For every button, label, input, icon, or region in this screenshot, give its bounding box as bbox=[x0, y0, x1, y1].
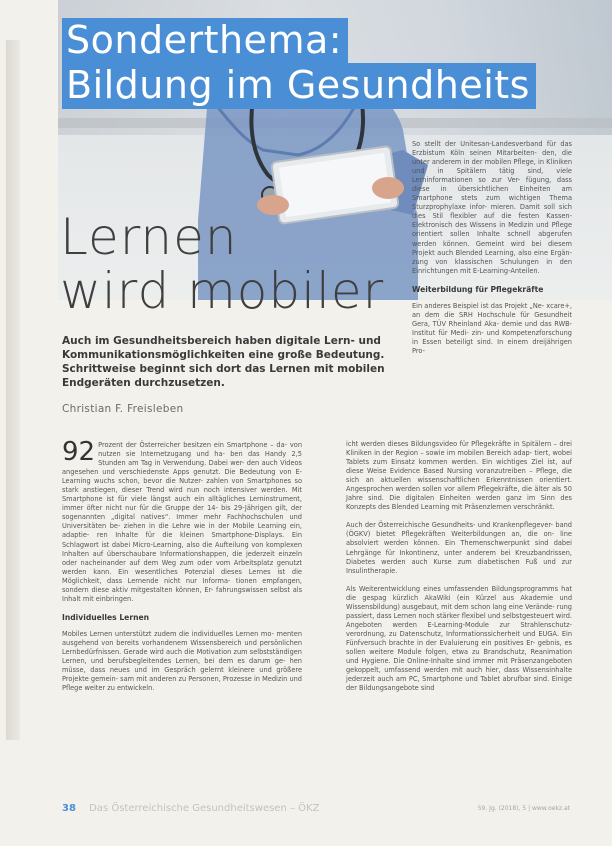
paragraph: Mobiles Lernen unterstützt zudem die individuelles Lernen mo- menten ausgehend von bereits vorhandenem Wissensbereich und persönlichen Lernbedürfnissen. Gerade wird auch die Motivation zum selbstständigen Lernen, und berufsbegleitendes Lernen, bei dem es darum ge- hen müsse, dass neues und im Gespräch gelernt kleinere und größere Projekte gemein- sam mit anderen zu Personen, Prozesse in Medizin und Pflege weiter zu entwickeln. bbox=[62, 629, 302, 693]
drop-cap: 92 bbox=[62, 437, 96, 467]
text-column-left bbox=[62, 437, 302, 702]
section-title-line-1: Sonderthema: bbox=[62, 18, 348, 64]
text-column-right-top bbox=[412, 140, 572, 365]
subheading: Weiterbildung für Pflegekräfte bbox=[412, 284, 544, 294]
subheading: Individuelles Lernen bbox=[62, 612, 150, 622]
footer-publication: Das Österreichische Gesundheitswesen – ÖKZ bbox=[89, 803, 320, 814]
page-number: 38 bbox=[62, 803, 76, 814]
headline-line-2: wird mobiler bbox=[60, 262, 385, 320]
text-column-right bbox=[346, 440, 572, 702]
page-footer bbox=[62, 803, 582, 817]
paragraph: Auch der Österreichische Gesundheits- und Krankenpflegever- band (ÖGKV) bietet Pflegekräften Weiterbildungen an, die on- line absolviert werden können. Ein Themenschwerpunkt sind dabei Lehrgänge für Inkontinenz, unter anderem bei Kreuzbandrissen, Diabetes werden auch Kurse zum diabetischen Fuß und zur Insulintherapie. bbox=[346, 521, 572, 575]
paragraph bbox=[62, 437, 302, 604]
article-author: Christian F. Freisleben bbox=[62, 403, 184, 415]
paragraph: Als Weiterentwicklung eines umfassenden Bildungsprogramms hat die gespag kürzlich AkaWiki (ein Kürzel aus Akademie und Wissensbildung) ausgebaut, mit dem schon lang eine Verände- rung passiert, dass Lernen noch stärker flexibel und selbstgesteuert wird. Angeboten werden E-Learning-Module zur Strahlenschutz- verordnung, zu Datenschutz, Informationssicherheit und EUGA. Ein Fünfversuch brachte in der Evaluierung ein positives Er- gebnis, es sollen weitere Module folgen, etwa zu Brandschutz, Reanimation und Hygiene. Die Online-Inhalte sind immer mit Präsenzangeboten gekoppelt, umfassend werden mit auch hier, dass Wissensinhalte jederzeit auch am PC, Smartphone und Tablet abrufbar sind. Einige der Bildungsangebote sind bbox=[346, 584, 572, 693]
paragraph: Ein anderes Beispiel ist das Projekt „Ne- xcare+, an dem die SRH Hochschule für Gesundheit Gera, TÜV Rheinland Aka- demie und das RWB-Institut für Medi- zin- und Kompetenzforschung in Essen beteiligt sind. In einem dreijährigen Pro- bbox=[412, 301, 572, 355]
headline-line-1: Lernen bbox=[60, 208, 238, 266]
page-gutter-shadow bbox=[6, 40, 20, 740]
article-lead: Auch im Gesundheitsbereich haben digitale Lern- und Kommunikationsmöglichkeiten eine große Bedeutung. Schrittweise beginnt sich dort das Lernen mit mobilen Endgeräten durchzusetzen. bbox=[62, 335, 385, 389]
article-headline bbox=[60, 210, 384, 318]
paragraph: So stellt der Unitesan-Landesverband für das Erzbistum Köln seinen Mitarbeiten- den, die unter anderem in der mobilen Pflege, in Kliniken und in Spitälern tätig sind, viele Lerninformationen so zur Ver- fügung, dass diese in übersichtlichen Einheiten am Smartphone stets zum wichtigen Thema Sturzprophylaxe infor- mieren. Damit soll sich dies Stil flexibler auf die festen Kassen-Elektronisch des Wissens in Medizin und Pflege orientiert sollen Inhalte schnell abgerufen werden können. Gemeint wird bei diesem Projekt auch Blended Learning, also eine Ergän- zung von klassischen Schulungen in den Einrichtungen mit E-Learning-Anteilen. bbox=[412, 140, 572, 275]
footer-issue: 59. Jg. (2018), 5 | www.oekz.at bbox=[477, 805, 570, 812]
paragraph-text: Prozent der Österreicher besitzen ein Smartphone – da- von nutzen sie Internetzugang und ha- ben das Handy 2,5 Stunden am Tag in Verwendung. Dabei wer- den auch Videos angesehen und verschiedenste Apps genutzt. Die Bedeutung von E-Learning wuchs schon, bevor die Nutzer- zahlen von Smartphones so stark anstiegen, dieser Trend wird nun noch intensiver werden. Mit Smartphone ist für viele längst auch ein alltägliches Lerninstrument, immer öfter nicht nur für die Gruppe der 14- bis 29-Jährigen gilt, der sogenannten „digital natives“. Immer mehr Fachhochschulen und Universitäten be- ziehen in die Lehre wie in der Mobile Learning ein, adaptie- ren Inhalte für die kleinen Smartphone-Displays. Ein Schlagwort ist dabei Micro-Learning, also die Aufteilung von komplexen Inhalten auf überschaubare Informationshappen, die jederzeit einzeln oder nacheinander auf dem Weg zum oder vom Arbeitsplatz genutzt werden kann. Ein wesentliches Potenzial dieses Lernes ist die Möglichkeit, dass Lernende nicht nur Informa- tionen empfangen, sondern diese aktiv mitgestalten können, Er- fahrungswissen selbst als Inhalt mit einbringen. bbox=[62, 441, 302, 603]
section-title-line-2: Bildung im Gesundheits bbox=[62, 63, 536, 109]
paragraph: icht werden dieses Bildungsvideo für Pflegekräfte in Spitälern – drei Kliniken in der Region – sowie im mobilen Bereich adap- tiert, wobei Tablets zum Einsatz kommen werden. Ein wichtiges Ziel ist, auf diese Weise Evidence Based Nursing voranzutreiben – Pflege, die sich an aktuellen wissenschaftlichen Erkenntnissen orientiert. Angesprochen werden sollen vor allem Pflegekräfte, die älter als 50 Jahre sind. Die digitalen Einheiten werden ganz im Sinn des Konzepts des Blended Learning mit Präsenzlernen verschränkt. bbox=[346, 440, 572, 512]
